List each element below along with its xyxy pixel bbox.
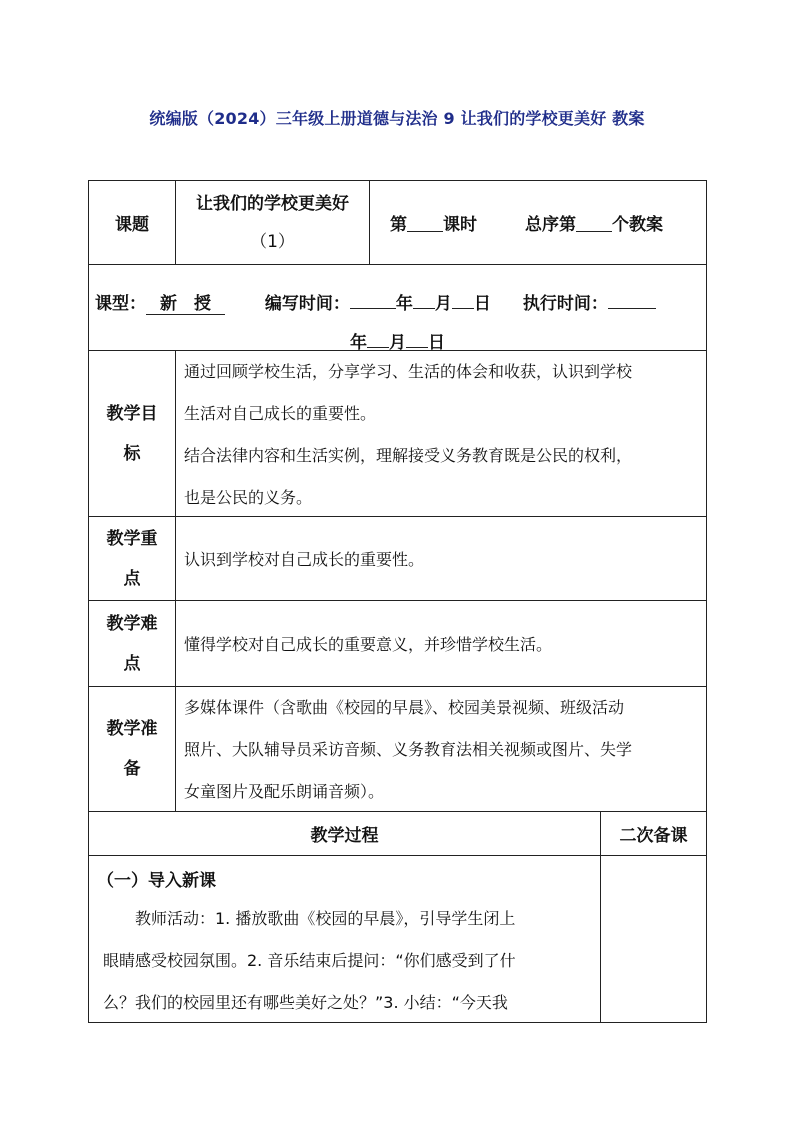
total-prefix: 总序第 — [525, 215, 576, 235]
goals-content — [175, 351, 706, 516]
preparation-label-line2: 备 — [123, 759, 141, 779]
topic-name-line1: 让我们的学校更美好 — [196, 193, 349, 214]
goals-row — [88, 350, 707, 516]
difficulties-row — [88, 600, 707, 686]
type-value: 新 授 — [146, 289, 225, 315]
write-month-blank — [413, 290, 435, 309]
type-row — [88, 264, 707, 353]
preparation-content — [175, 687, 706, 811]
preparation-row — [88, 686, 707, 811]
preparation-line: 女童图片及配乐朗诵音频）。 — [184, 782, 385, 801]
key-points-content — [175, 517, 706, 600]
preparation-line: 照片、大队辅导员采访音频、义务教育法相关视频或图片、失学 — [184, 740, 633, 759]
notes-header-text: 二次备课 — [619, 826, 688, 846]
write-time-label: 编写时间： — [264, 294, 350, 314]
key-points-label-line2: 点 — [123, 568, 141, 589]
process-header-row — [88, 811, 707, 855]
process-line: 么？我们的校园里还有哪些美好之处？”3. 小结：“今天我 — [103, 993, 508, 1012]
process-line: 教师活动：1. 播放歌曲《校园的早晨》，引导学生闭上 — [135, 909, 516, 928]
goals-line: 生活对自己成长的重要性。 — [184, 404, 377, 423]
exec-time-label: 执行时间： — [522, 294, 608, 314]
preparation-line: 多媒体课件（含歌曲《校园的早晨》、校园美景视频、班级活动 — [184, 698, 625, 717]
difficulties-label — [89, 601, 175, 686]
preparation-label — [89, 687, 175, 811]
goals-label-line1: 教学目 — [106, 403, 158, 424]
notes-header — [600, 812, 706, 855]
write-day-label: 日 — [473, 294, 491, 314]
notes-cell — [600, 856, 706, 1022]
lesson-prefix: 第 — [390, 215, 407, 235]
write-month-label: 月 — [434, 294, 452, 314]
goals-line: 结合法律内容和生活实例，理解接受义务教育既是公民的权利， — [184, 446, 633, 465]
goals-line: 通过回顾学校生活，分享学习、生活的体会和收获，认识到学校 — [184, 362, 633, 381]
exec-month-label: 月 — [389, 333, 406, 353]
write-year-label: 年 — [395, 294, 413, 314]
process-content — [89, 856, 600, 1022]
difficulties-label-line1: 教学难 — [106, 613, 158, 634]
goals-label-line2: 标 — [123, 443, 141, 464]
key-points-label-line1: 教学重 — [106, 528, 158, 549]
goals-line: 也是公民的义务。 — [184, 488, 313, 507]
exec-month-blank — [367, 329, 389, 348]
topic-name-line2: （1） — [250, 231, 295, 252]
goals-label — [89, 351, 175, 516]
exec-year-blank — [608, 290, 656, 309]
total-suffix: 个教案 — [612, 215, 663, 235]
key-points-text: 认识到学校对自己成长的重要性。 — [184, 550, 425, 569]
key-points-label — [89, 517, 175, 600]
total-number-blank — [576, 213, 612, 232]
section-title: （一）导入新课 — [97, 871, 216, 891]
write-year-blank — [350, 290, 396, 309]
exec-day-label: 日 — [428, 333, 445, 353]
key-points-row — [88, 516, 707, 600]
lesson-suffix: 课时 — [443, 215, 477, 235]
difficulties-content — [175, 601, 706, 686]
lesson-number-blank — [407, 213, 443, 232]
preparation-label-line1: 教学准 — [106, 719, 158, 739]
topic-name-cell — [175, 181, 369, 264]
difficulties-text: 懂得学校对自己成长的重要意义，并珍惜学校生活。 — [184, 635, 553, 654]
process-header-text: 教学过程 — [310, 826, 379, 846]
exec-day-blank — [406, 329, 428, 348]
process-line: 眼睛感受校园氛围。2. 音乐结束后提问：“你们感受到了什 — [103, 951, 516, 970]
topic-label — [89, 181, 175, 264]
document-title: 统编版（2024）三年级上册道德与法治 9 让我们的学校更美好 教案 — [149, 109, 645, 128]
type-label: 课型： — [95, 294, 146, 314]
exec-year-label: 年 — [350, 333, 367, 353]
type-line-1 — [95, 289, 705, 315]
topic-label-text: 课题 — [115, 215, 149, 235]
lesson-count-cell — [369, 181, 706, 264]
topic-row — [88, 180, 707, 264]
difficulties-label-line2: 点 — [123, 653, 141, 674]
write-day-blank — [452, 290, 474, 309]
process-content-row — [88, 855, 707, 1023]
process-header — [89, 812, 600, 855]
